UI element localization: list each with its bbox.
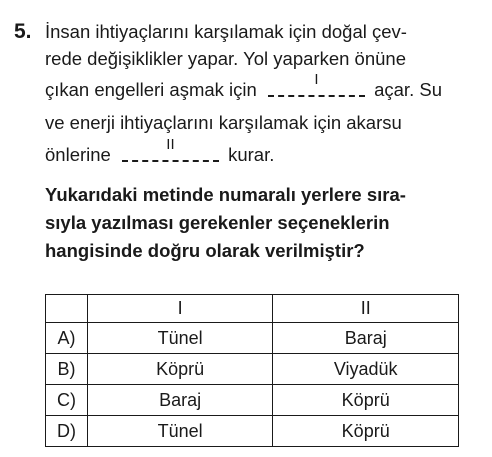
stem-line-3-before: çıkan engelleri aşmak için	[45, 79, 257, 100]
option-letter[interactable]: B)	[46, 354, 88, 385]
stem-line-5-before: önlerine	[45, 144, 111, 165]
option-i-value: Tünel	[87, 416, 273, 447]
option-ii-value: Viyadük	[273, 354, 459, 385]
stem-line-4: ve enerji ihtiyaçlarını karşılamak için akarsu	[45, 112, 402, 133]
stem-line-3	[45, 71, 442, 102]
option-i-value: Köprü	[87, 354, 273, 385]
blank-ii-line	[122, 160, 219, 162]
prompt-line-2: sıyla yazılması gerekenler seçeneklerin	[45, 212, 390, 233]
stem-line-5-after: kurar.	[228, 144, 275, 165]
option-row-a[interactable]	[46, 323, 459, 354]
blank-i-line	[268, 95, 365, 97]
blank-ii	[122, 136, 219, 167]
stem-line-2: rede değişiklikler yapar. Yol yaparken önüne	[45, 48, 406, 69]
option-ii-value: Köprü	[273, 385, 459, 416]
prompt-line-3: hangisinde doğru olarak verilmiştir?	[45, 240, 365, 261]
blank-ii-label: II	[166, 136, 175, 153]
stem-line-5	[45, 136, 275, 167]
stem-line-1: İnsan ihtiyaçlarını karşılamak için doğal çev-	[45, 21, 407, 42]
blank-i-label: I	[314, 71, 319, 88]
options-header-row	[46, 295, 459, 323]
option-row-b[interactable]	[46, 354, 459, 385]
option-i-value: Baraj	[87, 385, 273, 416]
option-i-value: Tünel	[87, 323, 273, 354]
option-ii-value: Köprü	[273, 416, 459, 447]
option-letter[interactable]: C)	[46, 385, 88, 416]
option-letter[interactable]: A)	[46, 323, 88, 354]
option-ii-value: Baraj	[273, 323, 459, 354]
blank-i	[268, 71, 365, 102]
header-col-i: I	[87, 295, 273, 323]
question-number: 5.	[14, 20, 32, 43]
option-letter[interactable]: D)	[46, 416, 88, 447]
stem-line-3-after: açar. Su	[374, 79, 442, 100]
header-empty-cell	[46, 295, 88, 323]
header-col-ii: II	[273, 295, 459, 323]
option-row-d[interactable]	[46, 416, 459, 447]
prompt-line-1: Yukarıdaki metinde numaralı yerlere sıra-	[45, 184, 406, 205]
options-table	[45, 294, 459, 447]
option-row-c[interactable]	[46, 385, 459, 416]
